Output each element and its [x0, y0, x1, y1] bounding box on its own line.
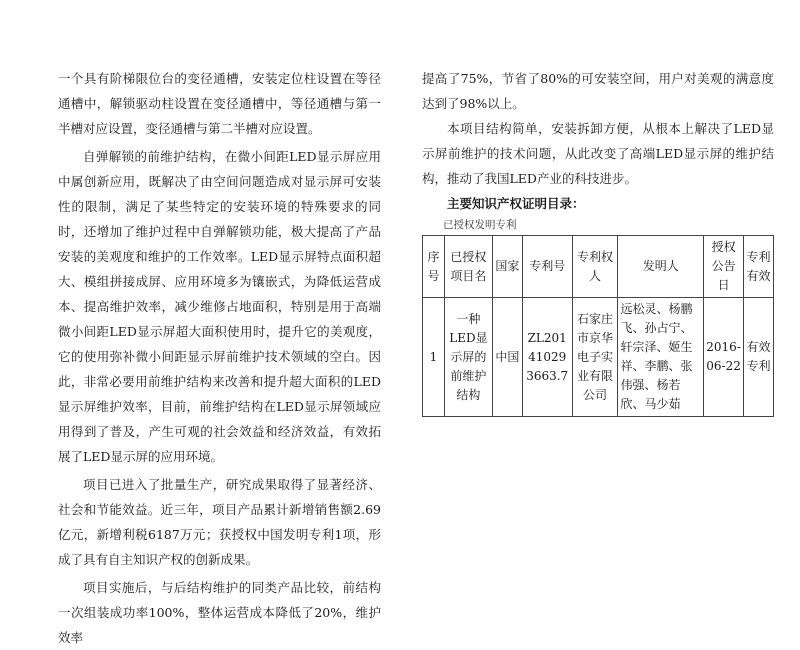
- table-header-cell: 发明人: [618, 236, 704, 298]
- patent-table: [422, 235, 774, 417]
- table-header-cell: 国家: [492, 236, 522, 298]
- paragraph: 一个具有阶梯限位台的变径通槽，安装定位柱设置在等径通槽中，解锁驱动柱设置在变径通槽中，等径通槽与第一半槽对应设置，变径通槽与第二半槽对应设置。: [58, 71, 381, 136]
- table-cell: 有效专利: [744, 298, 774, 417]
- table-header-cell: 已授权项目名: [444, 236, 492, 298]
- right-text-column: [422, 66, 774, 417]
- table-row: [423, 298, 774, 417]
- table-cell: 中国: [492, 298, 522, 417]
- table-header-cell: 专利权人: [572, 236, 618, 298]
- table-cell: 1: [423, 298, 445, 417]
- table-header-cell: 序号: [423, 236, 445, 298]
- table-header-cell: 专利有效: [744, 236, 774, 298]
- section-heading: 主要知识产权证明目录：: [447, 196, 585, 211]
- table-cell: 一种LED显示屏的前维护结构: [444, 298, 492, 417]
- paragraph: 项目实施后，与后结构维护的同类产品比较，前结构一次组装成功率100%，整体运营成本降低了20%，维护效率: [58, 580, 381, 645]
- paragraph: 提高了75%，节省了80%的可安装空间，用户对美观的满意度达到了98%以上。: [422, 71, 774, 111]
- paragraph: 本项目结构简单，安装拆卸方便，从根本上解决了LED显示屏前维护的技术问题，从此改变了高端LED显示屏的维护结构，推动了我国LED产业的科技进步。: [422, 121, 774, 186]
- table-caption: 已授权发明专利: [443, 219, 517, 231]
- table-header-row: [423, 236, 774, 298]
- left-text-column: [58, 66, 381, 650]
- table-header-cell: 授权公告日: [704, 236, 744, 298]
- table-cell: 石家庄市京华电子实业有限公司: [572, 298, 618, 417]
- table-header-cell: 专利号: [522, 236, 572, 298]
- paragraph: 自弹解锁的前维护结构，在微小间距LED显示屏应用中属创新应用，既解决了由空间问题造成对显示屏可安装性的限制，满足了某些特定的安装环境的特殊要求的同时，还增加了维护过程中自弹解锁功能，极大提高了产品安装的美观度和维护的工作效率。LED显示屏特点面积超大、模组拼接成屏、应用环境多为镶嵌式，为降低运营成本、提高维护效率，减少维修占地面积，特别是用于高端微小间距LED显示屏超大面积使用时，提升它的美观度，它的使用弥补微小间距显示屏前维护技术领域的空白。因此，非常必要用前维护结构来改善和提升超大面积的LED显示屏维护效率，目前，前维护结构在LED显示屏领域应用得到了普及，产生可观的社会效益和经济效益，有效拓展了LED显示屏的应用环境。: [58, 149, 381, 464]
- paragraph: 项目已进入了批量生产，研究成果取得了显著经济、社会和节能效益。近三年，项目产品累计新增销售额2.69亿元，新增利税6187万元；获授权中国发明专利1项，形成了具有自主知识产权的创新成果。: [58, 477, 381, 567]
- table-cell: 2016-06-22: [704, 298, 744, 417]
- table-cell: ZL201410293663.7: [522, 298, 572, 417]
- table-cell: 远松灵、杨鹏飞、孙占宁、轩宗泽、姬生祥、李鹏、张伟强、杨若欣、马少茹: [618, 298, 704, 417]
